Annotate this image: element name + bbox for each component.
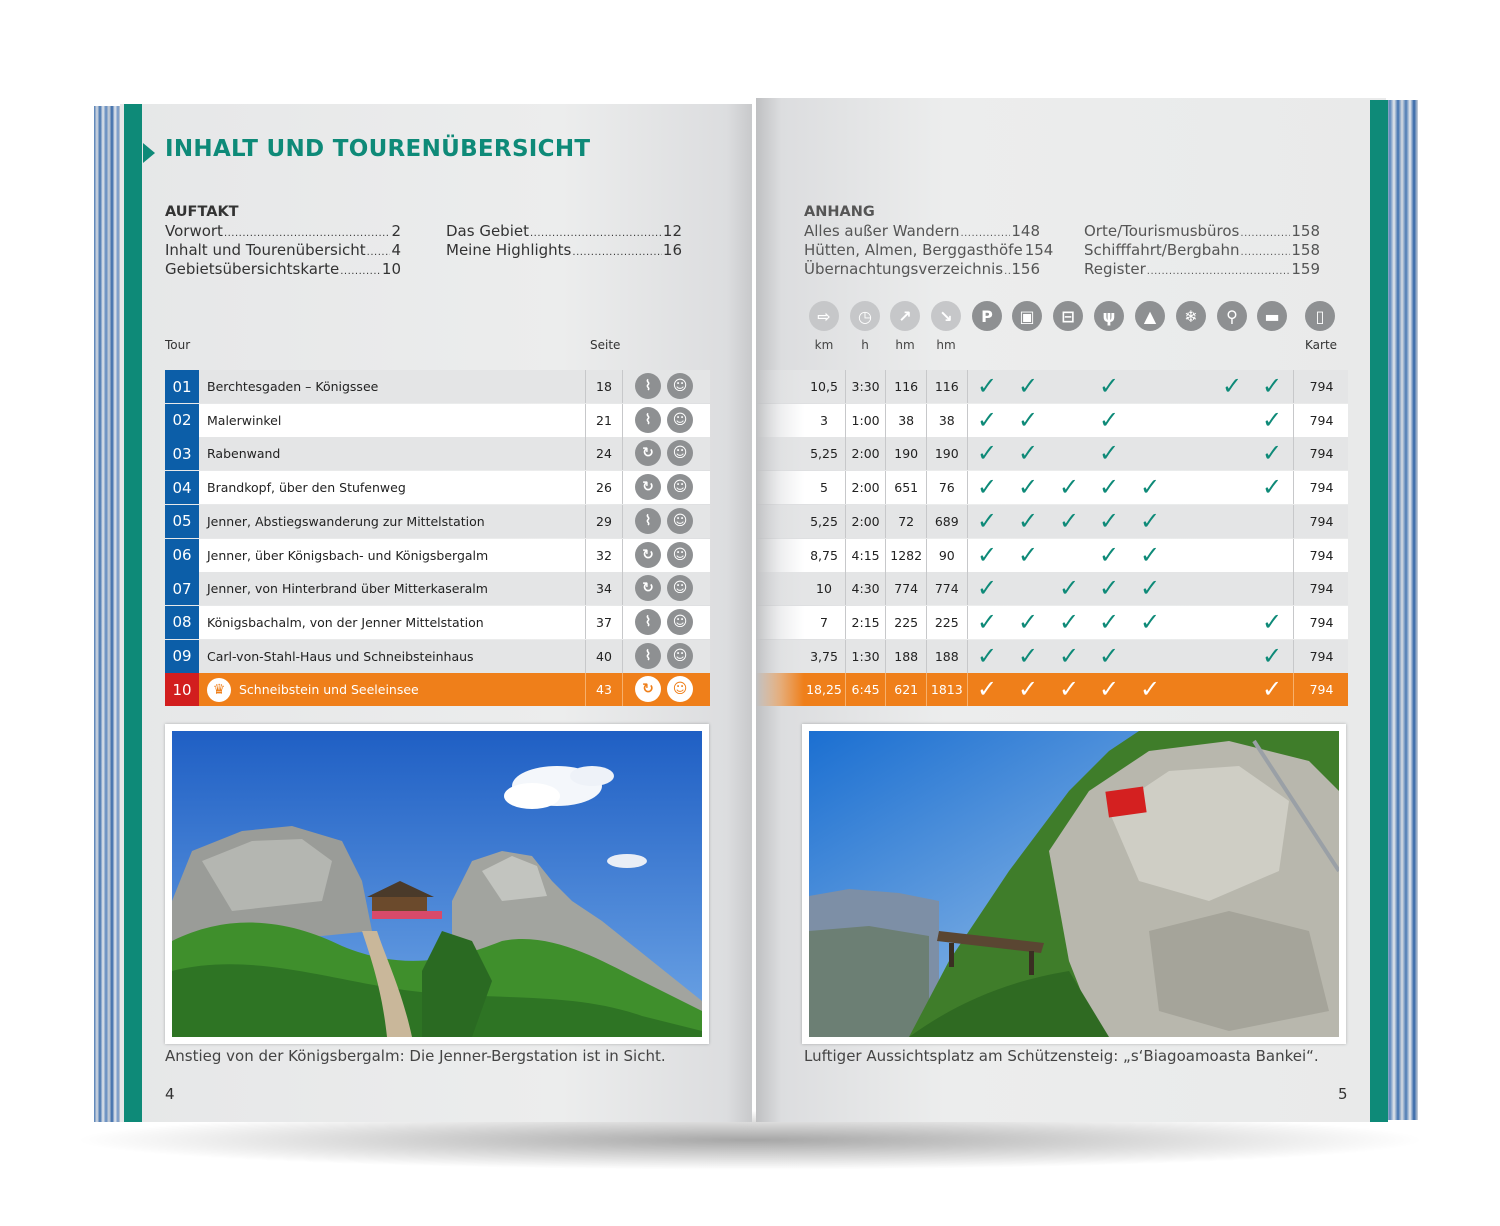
unit-label-hm: hm	[895, 338, 915, 352]
tour-ascent: 188	[885, 640, 926, 673]
toc-entry	[165, 222, 401, 241]
tour-page: 34	[585, 572, 623, 605]
check-icon: ✓	[1098, 574, 1120, 603]
camping-icon: ▲	[1135, 301, 1165, 331]
linear-route-icon: ⌇	[635, 643, 661, 669]
tour-row-stats	[756, 572, 1348, 605]
tour-descent: 689	[926, 505, 967, 538]
tour-duration: 3:30	[845, 370, 886, 403]
check-icon: ✓	[976, 574, 998, 603]
photo-caption-right: Luftiger Aussichtsplatz am Schützensteig: „s‘Biagoamoasta Bankei“.	[804, 1047, 1319, 1065]
toc-entry	[1084, 241, 1320, 260]
check-icon: ✓	[1261, 675, 1283, 704]
check-icon: ✓	[976, 675, 998, 704]
toc-entry-page: 2	[391, 222, 401, 240]
toc-leader-dots	[1147, 264, 1291, 279]
tour-name: Jenner, Abstiegswanderung zur Mittelstation	[207, 513, 485, 529]
tour-distance: 8,75	[810, 547, 838, 563]
check-icon: ✓	[1139, 607, 1161, 636]
check-icon: ✓	[1261, 439, 1283, 468]
check-icon: ✓	[1098, 607, 1120, 636]
tour-descent: 38	[926, 404, 967, 437]
toc-entry-page: 4	[391, 241, 401, 259]
tour-descent: 774	[926, 572, 967, 605]
bear-kids-icon: ☺	[667, 474, 693, 500]
mountain-hut-illustration	[172, 731, 702, 1037]
toc-entry	[446, 222, 682, 241]
toc-entry	[1084, 222, 1320, 241]
check-icon: ✓	[1017, 641, 1039, 670]
check-icon: ✓	[1261, 405, 1283, 434]
toc-entry-page: 159	[1291, 260, 1320, 278]
tour-number: 05	[165, 505, 199, 538]
cliff-bench-illustration	[809, 731, 1339, 1037]
toc-entry-label: Register	[1084, 260, 1146, 278]
tour-distance: 18,25	[806, 682, 842, 698]
tour-row	[165, 505, 710, 538]
tour-ascent: 38	[885, 404, 926, 437]
toc-entry-page: 12	[662, 222, 682, 240]
toc-entry-page: 10	[381, 260, 401, 278]
toc-leader-dots	[572, 245, 662, 260]
tour-ascent: 1282	[885, 539, 926, 572]
tour-row	[165, 404, 710, 437]
bear-kids-icon: ☺	[667, 373, 693, 399]
check-icon: ✓	[1098, 439, 1120, 468]
tour-map: 794	[1293, 539, 1349, 572]
check-icon: ✓	[1261, 473, 1283, 502]
page-title: INHALT UND TOURENÜBERSICHT	[165, 136, 591, 162]
check-icon: ✓	[1261, 372, 1283, 400]
check-icon: ✓	[1017, 540, 1039, 569]
toc-leader-dots	[367, 245, 391, 260]
tour-row	[165, 606, 710, 639]
tour-page: 18	[585, 370, 623, 403]
check-icon: ✓	[1058, 675, 1080, 704]
check-icon: ✓	[1017, 473, 1039, 502]
title-arrow-icon	[143, 143, 155, 163]
check-icon: ✓	[976, 439, 998, 468]
toc-entry	[804, 260, 1040, 279]
toc-entry-page: 156	[1011, 260, 1040, 278]
tour-row-stats	[756, 404, 1348, 437]
tour-row-stats	[756, 471, 1348, 504]
tour-row-stats	[756, 539, 1348, 572]
tour-page: 40	[585, 640, 623, 673]
tour-name: Jenner, von Hinterbrand über Mitterkaseralm	[207, 581, 488, 597]
tour-descent: 225	[926, 606, 967, 639]
check-icon: ✓	[1098, 540, 1120, 569]
tour-row	[165, 471, 710, 504]
book-edge-left	[94, 106, 120, 1122]
bed-icon: ▬	[1257, 301, 1287, 331]
tour-row-stats	[756, 673, 1348, 706]
loop-route-icon: ↻	[635, 474, 661, 500]
check-icon: ✓	[976, 641, 998, 670]
tour-row-stats	[756, 505, 1348, 538]
tour-descent: 1813	[926, 673, 967, 706]
check-icon: ✓	[1139, 473, 1161, 502]
tour-name: Rabenwand	[207, 446, 281, 462]
check-icon: ✓	[1139, 540, 1161, 569]
unit-label-hm: hm	[936, 338, 956, 352]
toc-leader-dots	[340, 264, 381, 279]
toc-entry	[446, 241, 682, 260]
ascent-icon: ↗	[890, 301, 920, 331]
check-icon: ✓	[1098, 372, 1120, 400]
photo-frame-left	[165, 724, 709, 1044]
phone-icon: ▯	[1305, 301, 1335, 331]
highlight-crown-icon: ♛	[207, 678, 231, 702]
tour-number: 03	[165, 437, 199, 470]
tour-ascent: 225	[885, 606, 926, 639]
tour-number: 09	[165, 640, 199, 673]
tour-number: 07	[165, 572, 199, 605]
bear-kids-icon: ☺	[667, 575, 693, 601]
karte-column-header: Karte	[1305, 338, 1338, 352]
tour-row-stats	[756, 640, 1348, 673]
tour-ascent: 774	[885, 572, 926, 605]
bear-kids-icon: ☺	[667, 676, 693, 702]
tour-number: 06	[165, 539, 199, 572]
tour-name: Jenner, über Königsbach- und Königsbergalm	[207, 547, 489, 563]
toc-entry-page: 158	[1291, 241, 1320, 259]
check-icon: ✓	[976, 506, 998, 535]
check-icon: ✓	[976, 372, 998, 400]
tour-map: 794	[1293, 505, 1349, 538]
toc-entry-label: Alles außer Wandern	[804, 222, 960, 240]
tour-map: 794	[1293, 471, 1349, 504]
check-icon: ✓	[976, 607, 998, 636]
tour-map: 794	[1293, 673, 1349, 706]
left-page-accent-bar	[124, 104, 142, 1122]
check-icon: ✓	[1017, 372, 1039, 400]
tour-descent: 76	[926, 471, 967, 504]
tour-ascent: 651	[885, 471, 926, 504]
tour-ascent: 72	[885, 505, 926, 538]
toc-entry-page: 148	[1011, 222, 1040, 240]
toc-entry	[165, 260, 401, 279]
toc-entry-label: Orte/Tourismusbüros	[1084, 222, 1240, 240]
toc-entry-page: 158	[1291, 222, 1320, 240]
tour-map: 794	[1293, 437, 1349, 470]
bear-kids-icon: ☺	[667, 440, 693, 466]
tour-row	[165, 437, 710, 470]
photo-frame-right	[802, 724, 1346, 1044]
check-icon: ✓	[1139, 675, 1161, 704]
anhang-column-1	[804, 222, 1054, 279]
tour-duration: 6:45	[845, 673, 886, 706]
tour-page: 26	[585, 471, 623, 504]
tour-row-stats	[756, 370, 1348, 403]
check-icon: ✓	[1139, 574, 1161, 603]
tour-descent: 188	[926, 640, 967, 673]
clock-icon: ◷	[850, 301, 880, 331]
tour-number: 04	[165, 471, 199, 504]
toc-entry-label: Das Gebiet	[446, 222, 529, 240]
unit-label-km: km	[814, 338, 834, 352]
bear-kids-icon: ☺	[667, 542, 693, 568]
seite-column-header: Seite	[590, 338, 621, 352]
tour-name: Malerwinkel	[207, 412, 282, 428]
check-icon: ✓	[1098, 405, 1120, 434]
toc-entry-label: Übernachtungsverzeichnis	[804, 260, 1004, 278]
toc-entry-label: Gebietsübersichtskarte	[165, 260, 340, 278]
tour-distance: 3,75	[810, 648, 838, 664]
check-icon: ✓	[1058, 574, 1080, 603]
check-icon: ✓	[1221, 372, 1243, 400]
tour-row	[165, 572, 710, 605]
tour-duration: 2:00	[845, 471, 886, 504]
bear-kids-icon: ☺	[667, 643, 693, 669]
tour-column-header: Tour	[165, 338, 191, 352]
auftakt-heading: AUFTAKT	[165, 204, 239, 220]
tour-ascent: 116	[885, 370, 926, 403]
tour-page: 29	[585, 505, 623, 538]
anhang-column-2	[1084, 222, 1320, 279]
tour-duration: 4:30	[845, 572, 886, 605]
loop-route-icon: ↻	[635, 676, 661, 702]
tour-number: 01	[165, 370, 199, 403]
toc-entry	[165, 241, 401, 260]
mountain-hut-photo	[172, 731, 702, 1037]
check-icon: ✓	[1058, 607, 1080, 636]
tour-row	[165, 673, 710, 706]
check-icon: ✓	[976, 473, 998, 502]
tour-name: Brandkopf, über den Stufenweg	[207, 480, 406, 496]
tour-page: 37	[585, 606, 623, 639]
descent-icon: ↘	[931, 301, 961, 331]
bear-kids-icon: ☺	[667, 508, 693, 534]
toc-entry-page: 154	[1024, 241, 1054, 259]
tour-distance: 5,25	[810, 446, 838, 462]
check-icon: ✓	[1058, 506, 1080, 535]
toc-leader-dots	[224, 226, 391, 241]
linear-route-icon: ⌇	[635, 609, 661, 635]
loop-route-icon: ↻	[635, 440, 661, 466]
loop-route-icon: ↻	[635, 575, 661, 601]
tour-row	[165, 640, 710, 673]
toc-entry	[804, 241, 1054, 260]
toc-entry	[804, 222, 1040, 241]
tour-row-stats	[756, 437, 1348, 470]
page-number-right: 5	[1338, 1085, 1348, 1103]
toc-entry-label: Meine Highlights	[446, 241, 572, 259]
check-icon: ✓	[1058, 473, 1080, 502]
tour-row	[165, 539, 710, 572]
loop-route-icon: ↻	[635, 542, 661, 568]
auftakt-column-1	[165, 222, 401, 279]
tour-page: 21	[585, 404, 623, 437]
tour-row-stats	[756, 606, 1348, 639]
tour-map: 794	[1293, 640, 1349, 673]
tour-duration: 2:15	[845, 606, 886, 639]
parking-icon: P	[972, 301, 1002, 331]
toc-entry-label: Hütten, Almen, Berggasthöfe	[804, 241, 1023, 259]
linear-route-icon: ⌇	[635, 407, 661, 433]
tour-descent: 90	[926, 539, 967, 572]
check-icon: ✓	[1139, 506, 1161, 535]
check-icon: ✓	[976, 540, 998, 569]
toc-leader-dots	[530, 226, 662, 241]
check-icon: ✓	[1017, 439, 1039, 468]
tour-number: 10	[165, 673, 199, 706]
tour-distance: 7	[820, 614, 828, 630]
check-icon: ✓	[1058, 641, 1080, 670]
tour-page: 32	[585, 539, 623, 572]
toc-entry-label: Inhalt und Tourenübersicht	[165, 241, 366, 259]
tour-name: Schneibstein und Seeleinsee	[239, 682, 419, 698]
tour-distance: 3	[820, 412, 828, 428]
tour-map: 794	[1293, 370, 1349, 403]
tour-duration: 2:00	[845, 437, 886, 470]
check-icon: ✓	[1261, 641, 1283, 670]
signpost-icon: ⇨	[809, 301, 839, 331]
check-icon: ✓	[1017, 607, 1039, 636]
toc-leader-dots	[1241, 245, 1291, 260]
unit-label-h: h	[861, 338, 869, 352]
check-icon: ✓	[1017, 675, 1039, 704]
tour-map: 794	[1293, 404, 1349, 437]
toc-leader-dots	[1004, 264, 1010, 279]
check-icon: ✓	[1261, 607, 1283, 636]
tour-page: 43	[585, 673, 623, 706]
linear-route-icon: ⌇	[635, 508, 661, 534]
check-icon: ✓	[1098, 675, 1120, 704]
snowflake-icon: ❄	[1176, 301, 1206, 331]
cliff-bench-photo	[809, 731, 1339, 1037]
anhang-heading: ANHANG	[804, 204, 875, 220]
tour-duration: 2:00	[845, 505, 886, 538]
tour-row	[165, 370, 710, 403]
toc-entry-page: 16	[662, 241, 682, 259]
bus-icon: ▣	[1012, 301, 1042, 331]
tour-ascent: 621	[885, 673, 926, 706]
page-number-left: 4	[165, 1085, 175, 1103]
toc-leader-dots	[1240, 226, 1290, 241]
tour-name: Carl-von-Stahl-Haus und Schneibsteinhaus	[207, 648, 474, 664]
tour-duration: 1:00	[845, 404, 886, 437]
photo-caption-left: Anstieg von der Königsbergalm: Die Jenner-Bergstation ist in Sicht.	[165, 1047, 666, 1065]
toc-entry-label: Schifffahrt/Bergbahn	[1084, 241, 1240, 259]
check-icon: ✓	[1017, 405, 1039, 434]
toc-leader-dots	[960, 226, 1010, 241]
tour-map: 794	[1293, 606, 1349, 639]
bear-kids-icon: ☺	[667, 407, 693, 433]
tour-descent: 116	[926, 370, 967, 403]
right-page-accent-bar	[1370, 100, 1388, 1122]
tour-distance: 5	[820, 480, 828, 496]
tour-duration: 1:30	[845, 640, 886, 673]
tour-distance: 5,25	[810, 513, 838, 529]
toc-entry	[1084, 260, 1320, 279]
tour-distance: 10,5	[810, 379, 838, 394]
linear-route-icon: ⌇	[635, 373, 661, 399]
tour-number: 08	[165, 606, 199, 639]
bicycle-icon: ⚲	[1217, 301, 1247, 331]
cable-car-icon: ⊟	[1053, 301, 1083, 331]
tour-page: 24	[585, 437, 623, 470]
tour-distance: 10	[816, 581, 832, 597]
tour-number: 02	[165, 404, 199, 437]
check-icon: ✓	[1017, 506, 1039, 535]
restaurant-icon: ψ	[1094, 301, 1124, 331]
tour-descent: 190	[926, 437, 967, 470]
tour-name: Königsbachalm, von der Jenner Mittelstation	[207, 614, 484, 630]
tour-ascent: 190	[885, 437, 926, 470]
tour-map: 794	[1293, 572, 1349, 605]
check-icon: ✓	[1098, 473, 1120, 502]
check-icon: ✓	[976, 405, 998, 434]
tour-name: Berchtesgaden – Königssee	[207, 379, 379, 394]
check-icon: ✓	[1098, 506, 1120, 535]
toc-entry-label: Vorwort	[165, 222, 223, 240]
auftakt-column-2	[446, 222, 682, 260]
check-icon: ✓	[1098, 641, 1120, 670]
book-edge-right	[1386, 100, 1418, 1120]
tour-duration: 4:15	[845, 539, 886, 572]
bear-kids-icon: ☺	[667, 609, 693, 635]
